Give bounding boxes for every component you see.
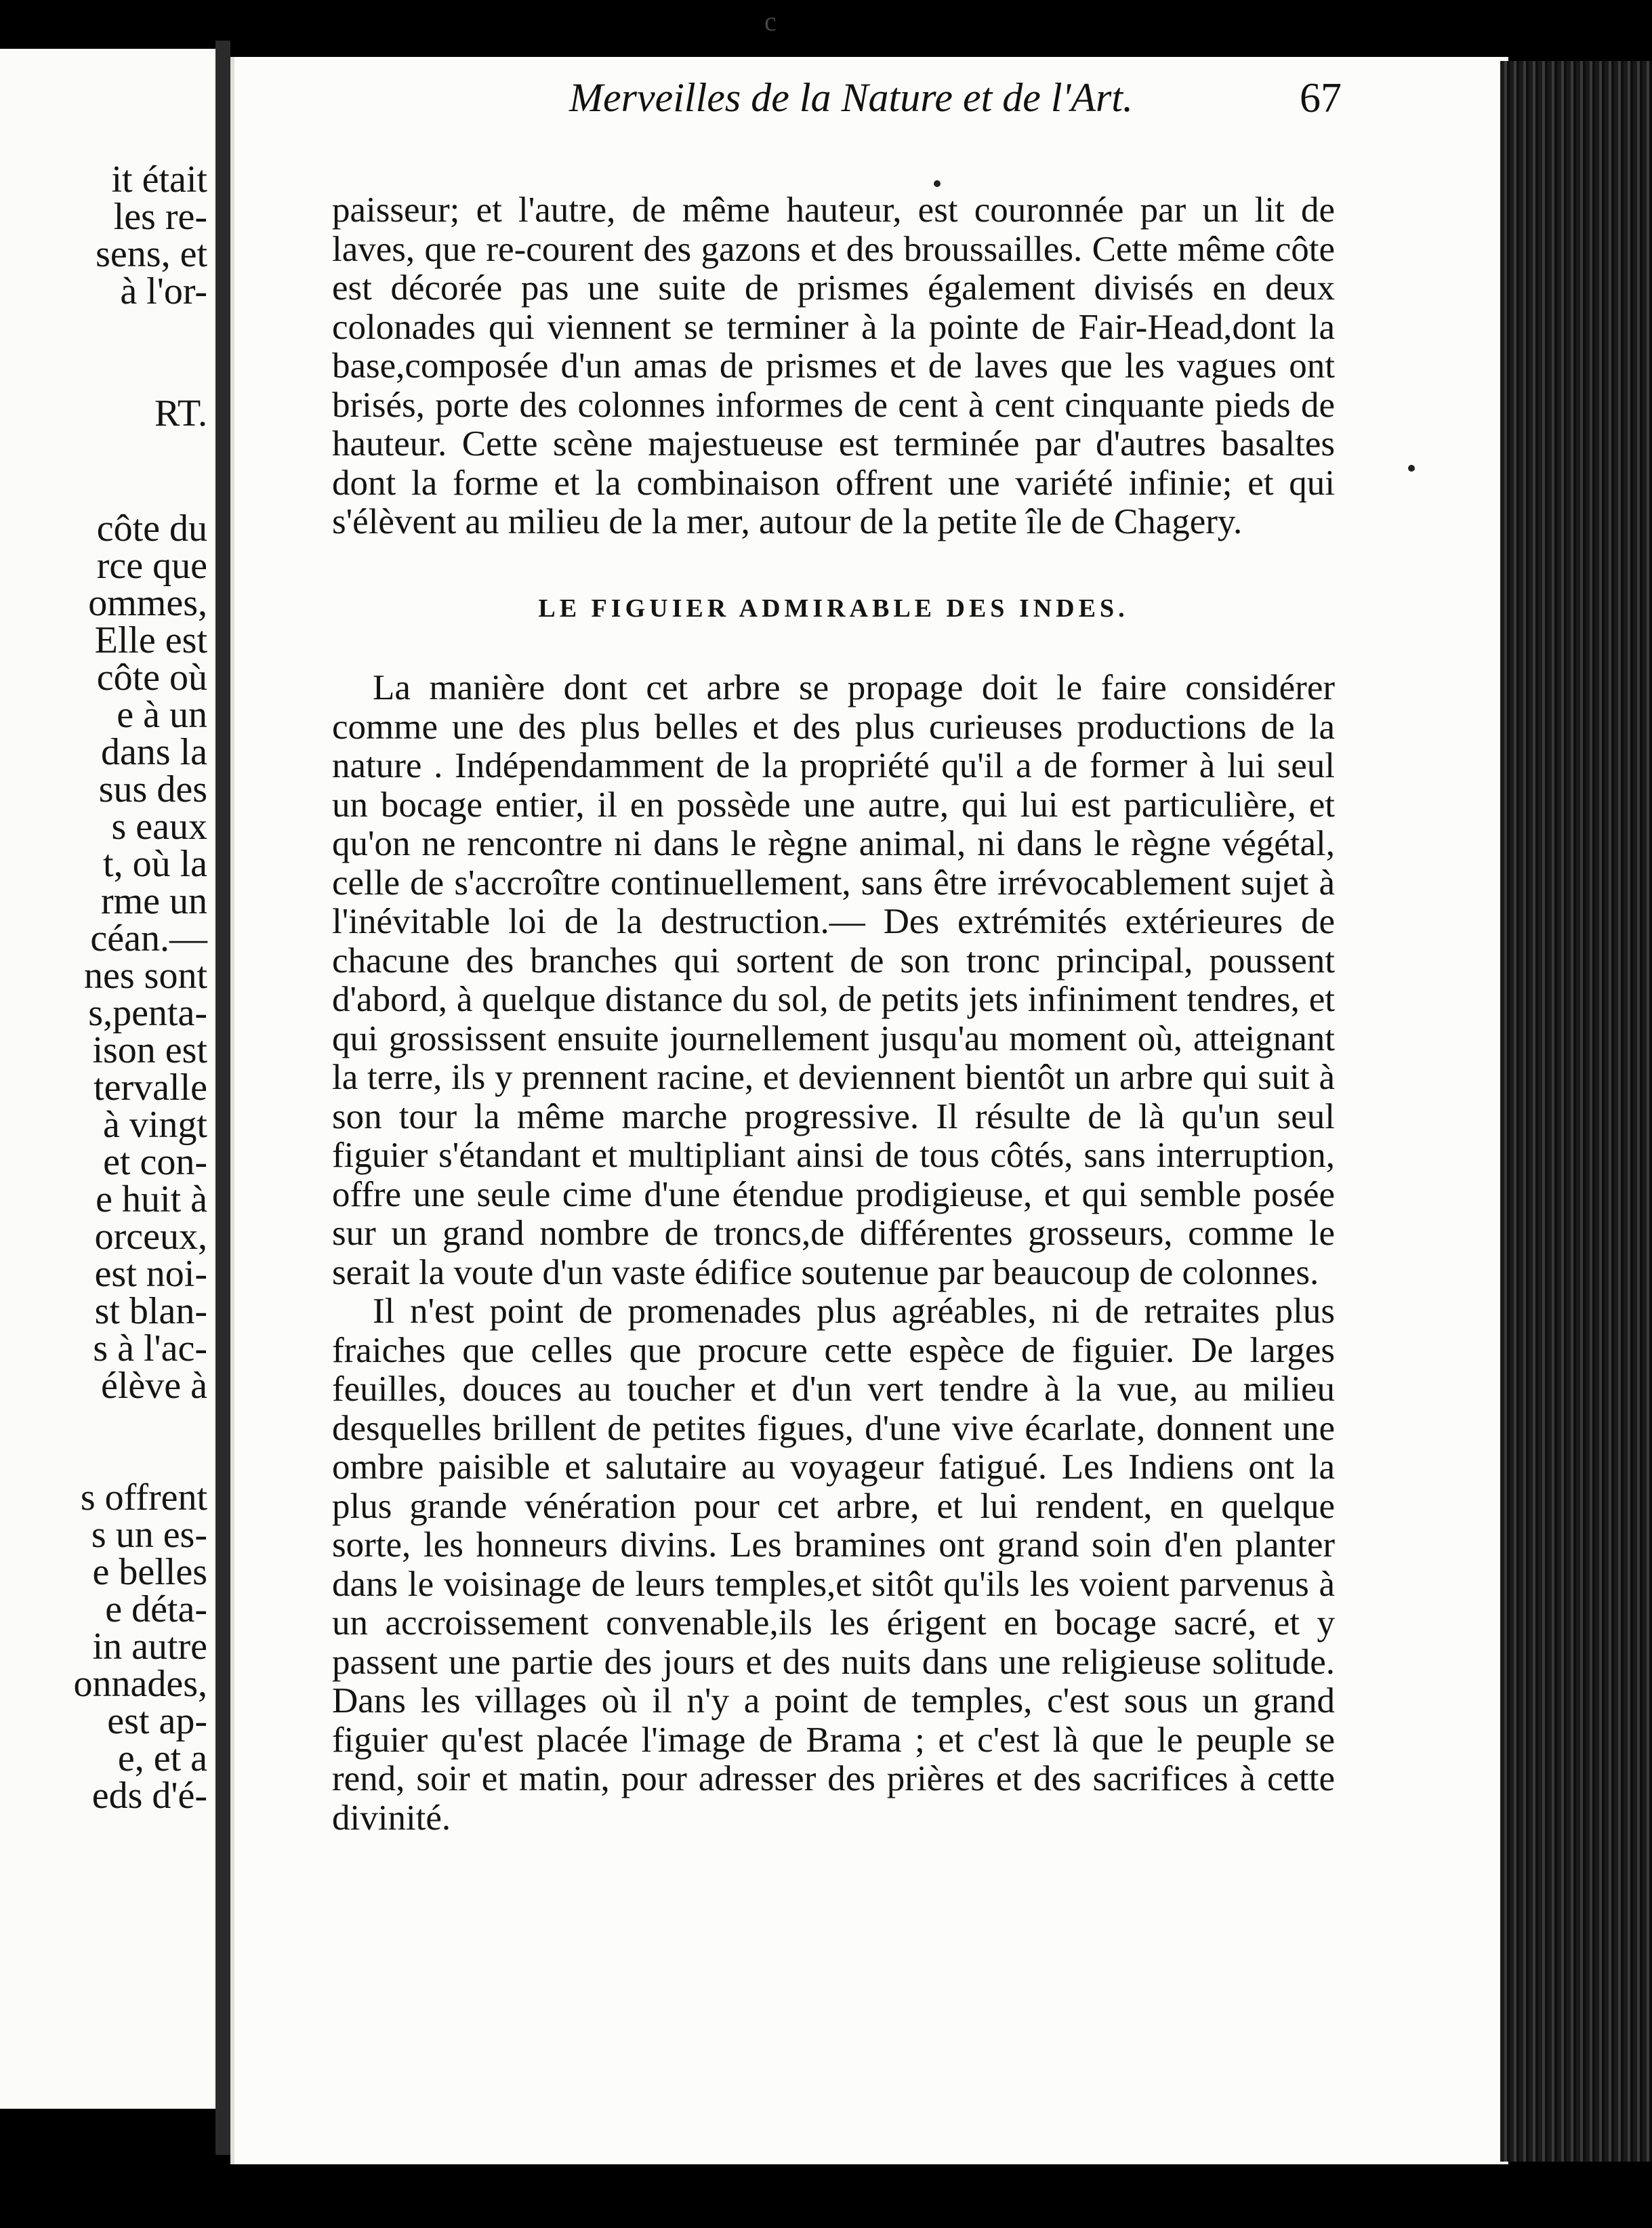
page-edges xyxy=(1500,61,1652,2162)
facing-page-line: est noi- xyxy=(94,1253,207,1295)
facing-page-line: e déta- xyxy=(105,1588,207,1630)
facing-page-line: à l'or- xyxy=(120,270,207,312)
facing-page-line: s un es- xyxy=(91,1514,207,1556)
facing-page-line: sus des xyxy=(98,768,207,810)
facing-page-line: in autre xyxy=(92,1626,207,1668)
facing-page-line: it était xyxy=(111,159,207,201)
facing-page-line: et con- xyxy=(103,1141,207,1183)
facing-page-line: dans la xyxy=(100,731,207,773)
facing-page-line: RT. xyxy=(154,392,207,434)
facing-page-line: eds d'é- xyxy=(91,1775,207,1817)
facing-page-line: est ap- xyxy=(107,1700,207,1742)
page-header xyxy=(332,75,1342,129)
facing-page-line: t, où la xyxy=(103,843,207,885)
facing-page-line: rce que xyxy=(96,545,207,587)
facing-page-line: onnades, xyxy=(73,1663,207,1705)
speck xyxy=(934,180,941,187)
facing-page-line: s offrent xyxy=(80,1477,207,1519)
section-heading: LE FIGUIER ADMIRABLE DES INDES. xyxy=(538,594,1129,623)
facing-page-line: céan.— xyxy=(90,917,207,960)
facing-page-line: ison est xyxy=(92,1029,207,1071)
facing-page-line: sens, et xyxy=(96,233,207,275)
paragraph: La manière dont cet arbre se propage doit le faire considérer comme une des plus belles et des plus curieuses productions de la nature . Indépendamment de la propriété qu'il a de former à lui seul un bocage entier, il en possède une autre, qui lui est particulière, et qu'on ne rencontre ni dans le règne animal, ni dans le règne végétal, celle de s'accroître continuellement, sans être irrévocablement sujet à l'inévitable loi de la destruction.— Des extrémités extérieures de chacune des branches qui sortent de son tronc principal, poussent d'abord, à quelque distance du sol, de petits jets infiniment tendres, et qui grossissent ensuite journellement jusqu'au moment où, atteignant la terre, ils y prennent racine, et deviennent bientôt un arbre qui suit à son tour la même marche progressive. Il résulte de là qu'un seul figuier s'étandant et multipliant ainsi de tous côtés, sans interruption, offre une seule cime d'une étendue prodigieuse, et qui semble posée sur un grand nombre de troncs,de différentes grosseurs, comme le serait la voute d'un vaste édifice soutenue par beaucoup de colonnes. xyxy=(332,668,1335,1292)
page-number: 67 xyxy=(1300,75,1342,121)
facing-page-line: ommes, xyxy=(88,582,207,624)
facing-page xyxy=(0,49,215,2109)
facing-page-line: les re- xyxy=(113,196,207,238)
facing-page-line: e huit à xyxy=(96,1178,207,1220)
facing-page-line: côte où xyxy=(96,657,207,699)
facing-page-line: s,penta- xyxy=(88,992,207,1034)
facing-page-line: e belles xyxy=(92,1551,207,1593)
running-title: Merveilles de la Nature et de l'Art. xyxy=(569,75,1134,120)
facing-page-line: rme un xyxy=(100,880,207,922)
facing-page-line: Elle est xyxy=(94,619,207,661)
paragraph: paisseur; et l'autre, de même hauteur, est couronnée par un lit de laves, que re-courent des gazons et des broussailles. Cette même côte est décorée pas une suite de prismes également divisés en deux colonades qui viennent se terminer à la pointe de Fair-Head,dont la base,composée d'un amas de prismes et de laves que les vagues ont brisés, porte des colonnes informes de cent à cent cinquante pieds de hauteur. Cette scène majestueuse est terminée par d'autres basaltes dont la forme et la combinaison offrent une variété infinie; et qui s'élèvent au milieu de la mer, autour de la petite île de Chagery. xyxy=(332,190,1335,541)
facing-page-line: côte du xyxy=(96,508,207,550)
facing-page-line: st blan- xyxy=(94,1290,207,1332)
facing-page-line: e, et a xyxy=(117,1737,207,1779)
book-gutter xyxy=(215,41,230,2155)
facing-page-line: s à l'ac- xyxy=(93,1327,207,1369)
paragraph: Il n'est point de promenades plus agréables, ni de retraites plus fraiches que celles que procure cette espèce de figuier. De larges feuilles, douces au toucher et d'un vert tendre à la vue, au milieu desquelles brillent de petites figues, d'une vive écarlate, donnent une ombre paisible et salutaire au voyageur fatigué. Les Indiens ont la plus grande vénération pour cet arbre, et lui rendent, en quelque sorte, les honneurs divins. Les bramines ont grand soin d'en planter dans le voisinage de leurs temples,et sitôt qu'ils les voient parvenus à un accroissement convenable,ils les érigent en bocage sacré, et y passent une partie des jours et des nuits dans une religieuse solitude. Dans les villages où il n'y a point de temples, c'est sous un grand figuier qu'est placée l'image de Brama ; et c'est là que le peuple se rend, soir et matin, pour adresser des prières et des sacrifices à cette divinité. xyxy=(332,1292,1335,1838)
facing-page-line: e à un xyxy=(117,694,207,736)
facing-page-line: nes sont xyxy=(84,955,207,997)
page-body xyxy=(332,191,1335,1838)
speck xyxy=(1408,465,1415,472)
facing-page-line: orceux, xyxy=(94,1216,207,1258)
scan-mark: c xyxy=(764,6,777,37)
facing-page-line: tervalle xyxy=(94,1067,207,1109)
facing-page-line: élève à xyxy=(101,1365,207,1407)
facing-page-line: s eaux xyxy=(111,806,207,848)
facing-page-line: à vingt xyxy=(103,1104,207,1146)
